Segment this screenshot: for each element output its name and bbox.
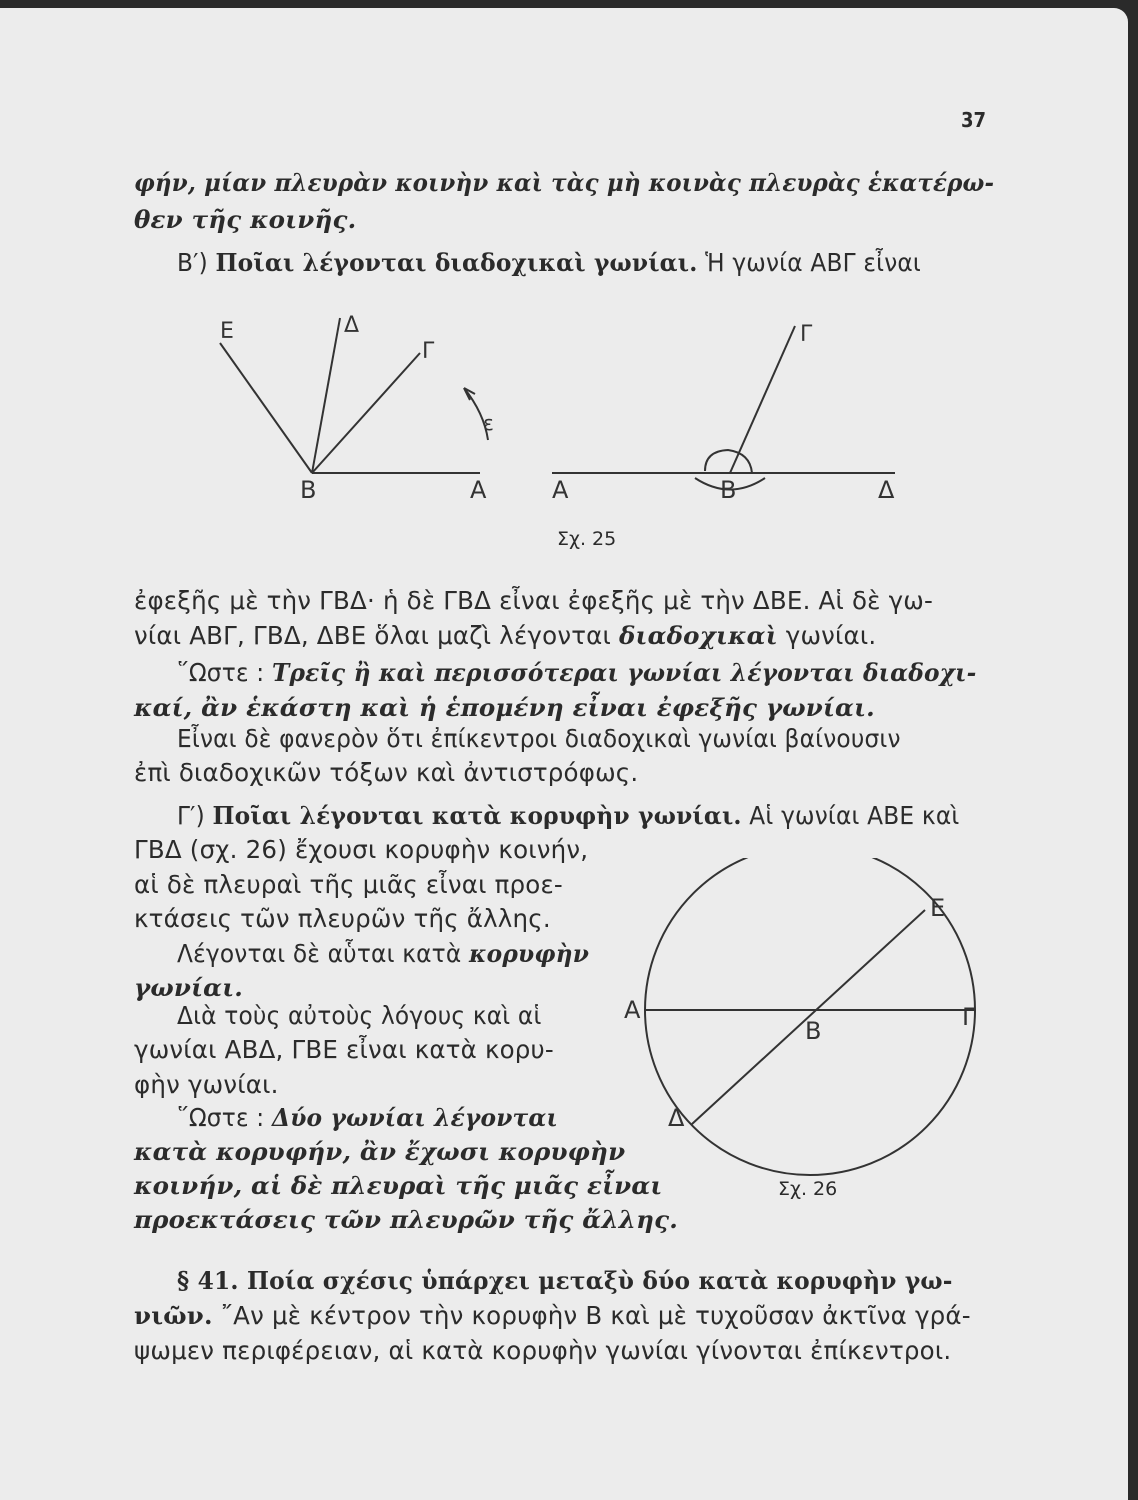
fig25-label-a: Α	[470, 476, 487, 504]
fig25-label-g: Γ	[422, 339, 435, 364]
ray-bg-right	[730, 326, 795, 473]
text-line: φήν, μίαν πλευρὰν κοινὴν καὶ τὰς μὴ κοινὰς πλευρὰς ἑκατέρω-	[134, 168, 995, 197]
angle-arc	[705, 450, 752, 473]
figure-26	[620, 858, 1000, 1218]
fig25r-label-g: Γ	[800, 322, 813, 347]
text-line: κτάσεις τῶν πλευρῶν τῆς ἄλλης.	[134, 904, 551, 933]
text-line: Εἶναι δὲ φανερὸν ὅτι ἐπίκεντροι διαδοχικαὶ γωνίαι βαίνουσιν	[177, 724, 901, 753]
text-line: θεν τῆς κοινῆς.	[134, 205, 357, 234]
text-line: ῞Ωστε : Δύο γωνίαι λέγονται	[177, 1103, 558, 1132]
ray-be	[220, 343, 312, 473]
text-line: φὴν γωνίαι.	[134, 1070, 279, 1099]
text-line: νίαι ΑΒΓ, ΓΒΔ, ΔΒΕ ὅλαι μαζὶ λέγονται διαδοχικαὶ γωνίαι.	[134, 621, 877, 650]
text-line: αἱ δὲ πλευραὶ τῆς μιᾶς εἶναι προε-	[134, 870, 563, 899]
text-line: γωνίαι.	[134, 973, 243, 1002]
figure-26-caption: Σχ. 26	[778, 1178, 838, 1200]
fig26-label-e: Ε	[930, 894, 946, 922]
section-b-heading: Β′) Ποῖαι λέγονται διαδοχικαὶ γωνίαι. Ἡ γωνία ΑΒΓ εἶναι	[177, 248, 922, 277]
fig25r-label-a: Α	[552, 476, 569, 504]
fig26-label-g: Γ	[962, 1003, 976, 1031]
fig25r-label-d: Δ	[878, 476, 895, 504]
fig26-label-b: Β	[805, 1017, 822, 1045]
fig25-label-mark: ε	[483, 411, 494, 435]
text-line: γωνίαι ΑΒΔ, ΓΒΕ εἶναι κατὰ κορυ-	[134, 1035, 554, 1064]
text-line: ῞Ωστε : Τρεῖς ἢ καὶ περισσότεραι γωνίαι λέγονται διαδοχι-	[177, 658, 977, 687]
fig25-label-b: Β	[300, 476, 317, 504]
text-line: προεκτάσεις τῶν πλευρῶν τῆς ἄλλης.	[134, 1205, 678, 1234]
figure-25-caption: Σχ. 25	[557, 528, 617, 550]
text-line: νιῶν. ῎Αν μὲ κέντρον τὴν κορυφὴν Β καὶ μὲ τυχοῦσαν ἀκτῖνα γρά-	[134, 1301, 971, 1330]
text-line: ψωμεν περιφέρειαν, αἱ κατὰ κορυφὴν γωνίαι γίνονται ἐπίκεντροι.	[134, 1336, 952, 1365]
ray-bd	[312, 318, 340, 473]
text-line: Διὰ τοὺς αὐτοὺς λόγους καὶ αἱ	[177, 1001, 542, 1030]
text-line: κοινήν, αἱ δὲ πλευραὶ τῆς μιᾶς εἶναι	[134, 1171, 663, 1200]
fig26-label-d: Δ	[668, 1104, 685, 1132]
text-line: ἐπὶ διαδοχικῶν τόξων καὶ ἀντιστρόφως.	[134, 758, 639, 787]
section-c-heading: Γ′) Ποῖαι λέγονται κατὰ κορυφὴν γωνίαι. Αἱ γωνίαι ΑΒΕ καὶ	[177, 801, 960, 830]
text-line: Λέγονται δὲ αὗται κατὰ κορυφὴν	[177, 939, 590, 968]
page-number: 37	[961, 108, 987, 132]
fig25-label-e: Ε	[220, 319, 234, 344]
fig25r-label-b: Β	[720, 476, 737, 504]
text-line: ΓΒΔ (σχ. 26) ἔχουσι κορυφὴν κοινήν,	[134, 835, 589, 864]
text-line: καί, ἂν ἑκάστη καὶ ἡ ἑπομένη εἶναι ἐφεξῆς γωνίαι.	[134, 693, 875, 722]
text-line: κατὰ κορυφήν, ἂν ἔχωσι κορυφὴν	[134, 1137, 626, 1166]
book-page	[0, 8, 1128, 1500]
section-41-heading: § 41. Ποία σχέσις ὑπάρχει μεταξὺ δύο κατὰ κορυφὴν γω-	[177, 1266, 953, 1295]
text-line: ἐφεξῆς μὲ τὴν ΓΒΔ· ἡ δὲ ΓΒΔ εἶναι ἐφεξῆς μὲ τὴν ΔΒΕ. Αἱ δὲ γω-	[134, 586, 934, 615]
ray-bg	[312, 353, 420, 473]
fig25-label-d: Δ	[344, 313, 360, 338]
fig26-label-a: Α	[624, 996, 641, 1024]
